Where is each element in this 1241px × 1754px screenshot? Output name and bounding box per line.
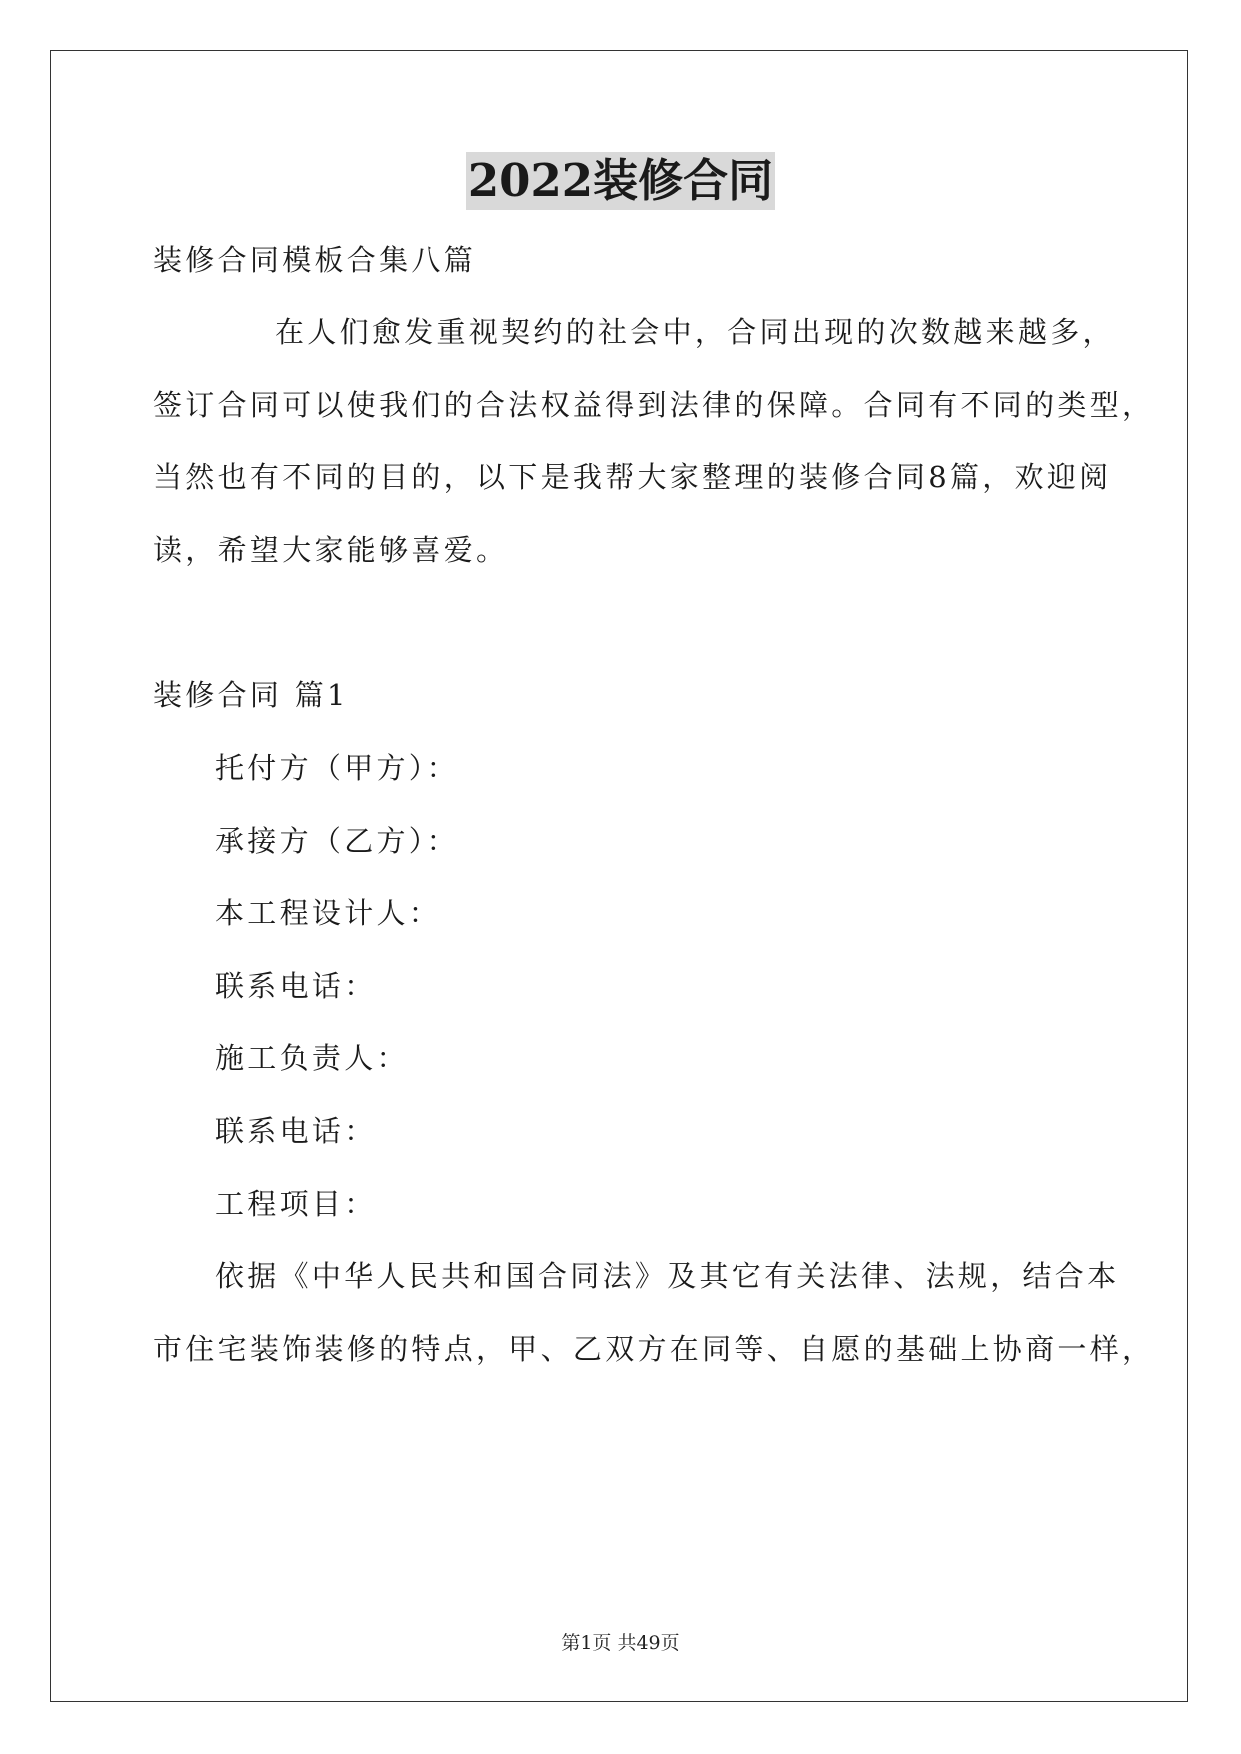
- document-subtitle: 装修合同模板合集八篇: [153, 243, 477, 277]
- intro-line: 在人们愈发重视契约的社会中，合同出现的次数越来越多，: [275, 315, 1115, 349]
- field-designer: 本工程设计人：: [215, 896, 442, 930]
- intro-line: 读，希望大家能够喜爱。: [153, 533, 509, 567]
- field-contractor: 承接方（乙方）：: [215, 824, 459, 858]
- field-construction-lead: 施工负责人：: [215, 1041, 409, 1075]
- field-project: 工程项目：: [215, 1187, 377, 1221]
- body-line: 依据《中华人民共和国合同法》及其它有关法律、法规，结合本: [215, 1259, 1120, 1293]
- intro-line: 签订合同可以使我们的合法权益得到法律的保障。合同有不同的类型，: [153, 388, 1155, 422]
- page-border: [50, 50, 1188, 1702]
- section-heading: 装修合同 篇1: [153, 678, 349, 712]
- field-phone: 联系电话：: [215, 969, 377, 1003]
- intro-line: 当然也有不同的目的，以下是我帮大家整理的装修合同8篇，欢迎阅: [153, 460, 1112, 494]
- page-footer: 第1页 共49页: [561, 1632, 680, 1654]
- body-line: 市住宅装饰装修的特点，甲、乙双方在同等、自愿的基础上协商一样，: [153, 1332, 1155, 1366]
- title-wrap: [0, 152, 1241, 210]
- field-client: 托付方（甲方）：: [215, 751, 459, 785]
- field-phone: 联系电话：: [215, 1114, 377, 1148]
- document-title: 2022装修合同: [466, 152, 775, 210]
